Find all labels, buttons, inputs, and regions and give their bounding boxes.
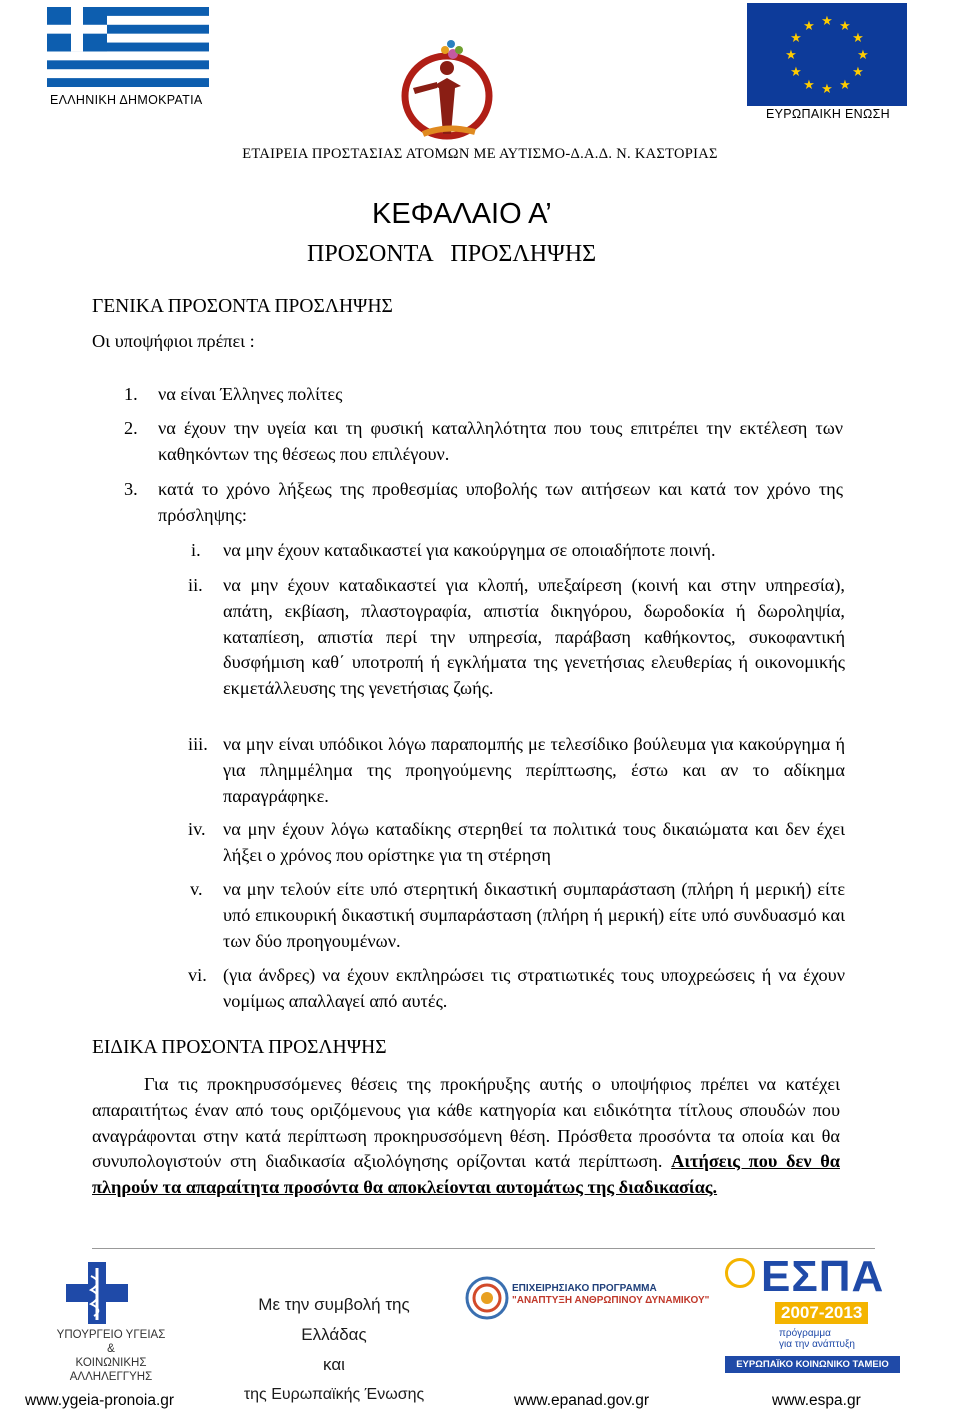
- sublist-item: να μην έχουν καταδικαστεί για κλοπή, υπεξαίρεση (κοινή και στην υπηρεσία), απάτη, εκβίαση, πλαστογραφία, απιστία δικηγόρου, δωροδοκία ή δωροληψία, καταπίεση, απιστία περί την υπηρεσία, παράβαση καθήκοντος, συκοφαντική δυσφήμιση καθ΄ υποτροπή ή εγκλήματα της γενετήσιας ελευθερίας ή οικονομικής εκμετάλλευσης της γενετήσιας ζωής.: [223, 575, 845, 699]
- sublist-item: (για άνδρες) να έχουν εκπληρώσει τις στρατιωτικές τους υποχρεώσεις ή να έχουν νομίμως απαλλαγεί από αυτές.: [223, 965, 845, 1011]
- organization-name: ΕΤΑΙΡΕΙΑ ΠΡΟΣΤΑΣΙΑΣ ΑΤΟΜΩΝ ΜΕ ΑΥΤΙΣΜΟ-Δ.Α.Δ. Ν. ΚΑΣΤΟΡΙΑΣ: [242, 146, 718, 162]
- list-item: να έχουν την υγεία και τη φυσική καταλληλότητα που τους επιτρέπει την εκτέλεση των καθηκόντων της θέσεως που επιλέγουν.: [158, 418, 843, 464]
- svg-text:★: ★: [790, 65, 802, 80]
- contribution-line-3: και: [323, 1355, 345, 1374]
- special-paragraph: [92, 1072, 840, 1201]
- sublist-number: v.: [190, 879, 203, 899]
- epanad-title: [512, 1283, 709, 1307]
- exclusion-note: Αιτήσεις που δεν θα πληρούν τα απαραίτητα προσόντα θα αποκλείονται αυτομάτως της διαδικασίας.: [92, 1151, 840, 1198]
- svg-text:★: ★: [857, 48, 869, 63]
- espa-title: ΕΣΠΑ: [761, 1252, 885, 1301]
- list-number: 2.: [124, 418, 138, 438]
- contribution-line-4: της Ευρωπαϊκής Ένωσης: [243, 1386, 425, 1403]
- svg-text:★: ★: [821, 82, 833, 97]
- sublist-number: vi.: [188, 965, 207, 985]
- svg-text:★: ★: [803, 78, 815, 93]
- organization-logo: [393, 38, 501, 146]
- sublist-number: iii.: [188, 734, 208, 754]
- sublist-item: να μην έχουν καταδικαστεί για κακούργημα σε οποιαδήποτε ποινή.: [223, 540, 716, 560]
- sublist-number: iv.: [188, 819, 206, 839]
- list-number: 3.: [124, 479, 138, 499]
- epanad-logo: [465, 1276, 509, 1320]
- svg-text:★: ★: [803, 19, 815, 34]
- eu-caption: ΕΥΡΩΠΑΙΚΗ ΕΝΩΣΗ: [766, 107, 890, 121]
- list-item: κατά το χρόνο λήξεως της προθεσμίας υποβολής των αιτήσεων και κατά τον χρόνο της πρόσληψης:: [158, 479, 843, 525]
- svg-text:★: ★: [821, 14, 833, 29]
- sublist-item: να μην τελούν είτε υπό στερητική δικαστική συμπαράσταση (πλήρη ή μερική) είτε υπό επικουρική δικαστική συμπαράσταση (πλήρη ή μερική) είτε υπό συνδυασμό και των δύο προηγουμένων.: [223, 879, 845, 951]
- intro-text: Οι υποψήφιοι πρέπει :: [92, 331, 255, 351]
- sublist-item: να μην έχουν λόγω καταδίκης στερηθεί τα πολιτικά τους δικαιώματα και δεν έχει λήξει ο χρόνος που ορίστηκε για τη στέρηση: [223, 819, 845, 865]
- svg-text:★: ★: [785, 48, 797, 63]
- svg-text:★: ★: [839, 19, 851, 34]
- sublist-item: να μην είναι υπόδικοι λόγω παραπομπής με τελεσίδικο βούλευμα για κακούργημα ή για πλημμέλημα της προηγούμενης περίπτωσης, έστω και αν το αδίκημα παραγράφηκε.: [223, 734, 845, 806]
- contribution-line-2: Ελλάδας: [301, 1325, 367, 1344]
- espa-emblem-icon: [725, 1258, 755, 1288]
- footer-url-espa[interactable]: www.espa.gr: [772, 1392, 861, 1409]
- footer-url-epanad[interactable]: www.epanad.gov.gr: [514, 1392, 649, 1409]
- espa-years: 2007-2013: [775, 1302, 868, 1324]
- special-heading: ΕΙΔΙΚΑ ΠΡΟΣΟΝΤΑ ΠΡΟΣΛΗΨΗΣ: [92, 1037, 387, 1058]
- list-item: να είναι Έλληνες πολίτες: [158, 384, 343, 404]
- ministry-logo: [66, 1262, 128, 1324]
- epanad-line-1: ΕΠΙΧΕΙΡΗΣΙΑΚΟ ΠΡΟΓΡΑΜΜΑ: [512, 1283, 657, 1294]
- svg-text:★: ★: [852, 31, 864, 46]
- svg-text:★: ★: [839, 78, 851, 93]
- epanad-line-2: "ΑΝΑΠΤΥΞΗ ΑΝΘΡΩΠΙΝΟΥ ΔΥΝΑΜΙΚΟΥ": [512, 1295, 710, 1306]
- greek-flag: [47, 7, 209, 87]
- eu-flag: [747, 3, 907, 106]
- espa-fund: ΕΥΡΩΠΑΪΚΟ ΚΟΙΝΩΝΙΚΟ ΤΑΜΕΙΟ: [725, 1356, 900, 1373]
- greek-caption: ΕΛΛΗΝΙΚΗ ΔΗΜΟΚΡΑΤΙΑ: [50, 93, 203, 107]
- list-number: 1.: [124, 384, 138, 404]
- chapter-subtitle: ΠΡΟΣΟΝΤΑ ΠΡΟΣΛΗΨΗΣ: [307, 241, 597, 267]
- special-text: Για τις προκηρυσσόμενες θέσεις της προκήρυξης αυτής ο υποψήφιος πρέπει να κατέχει απαραιτήτως έναν από τους οριζόμενους για κάθε κατηγορία και ειδικότητα τίτλους σπουδών που αναγράφονται στην κατά περίπτωση προκηρυσσόμενη θέση. Πρόσθετα προσόντα τα οποία και θα συνυπολογιστούν στη διαδικασία αξιολόγησης ορίζονται κατά περίπτωση.: [92, 1074, 840, 1172]
- espa-slogan: [779, 1328, 855, 1350]
- ministry-amp: &: [107, 1343, 115, 1355]
- sublist-number: i.: [191, 540, 201, 560]
- sublist-number: ii.: [188, 575, 203, 595]
- espa-slogan-1: πρόγραμμα: [779, 1328, 831, 1339]
- ministry-line-1: ΥΠΟΥΡΓΕΙΟ ΥΓΕΙΑΣ: [56, 1329, 166, 1341]
- ministry-name: [36, 1328, 186, 1384]
- contribution-line-1: Με την συμβολή της: [258, 1295, 410, 1314]
- footer-divider: [92, 1248, 875, 1249]
- ministry-line-2: ΚΟΙΝΩΝΙΚΗΣ ΑΛΛΗΛΕΓΓΥΗΣ: [69, 1357, 153, 1383]
- contribution-text: [234, 1290, 434, 1410]
- footer-url-ygeia[interactable]: www.ygeia-pronoia.gr: [25, 1392, 175, 1409]
- espa-slogan-2: για την ανάπτυξη: [779, 1339, 855, 1350]
- espa-logo: [725, 1252, 900, 1382]
- svg-text:★: ★: [852, 65, 864, 80]
- chapter-title: ΚΕΦΑΛΑΙΟ Α’: [372, 198, 552, 230]
- svg-text:★: ★: [790, 31, 802, 46]
- general-heading: ΓΕΝΙΚΑ ΠΡΟΣΟΝΤΑ ΠΡΟΣΛΗΨΗΣ: [92, 296, 393, 317]
